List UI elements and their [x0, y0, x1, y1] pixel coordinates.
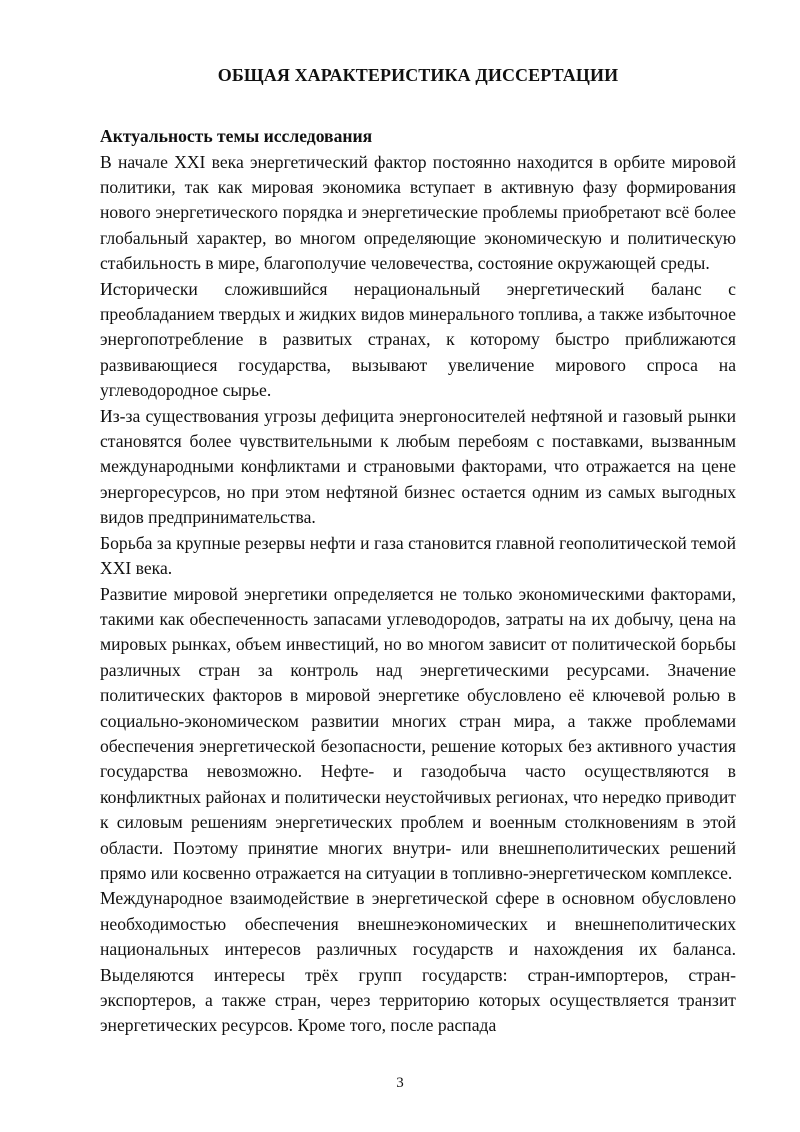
document-title: ОБЩАЯ ХАРАКТЕРИСТИКА ДИССЕРТАЦИИ — [217, 65, 619, 85]
paragraph-2: Исторически сложившийся нерациональный энергетический баланс с преобладанием твердых и жидких видов минерального топлива, а также избыточное энергопотребление в развитых странах, к которому быстро приближаются развивающиеся государства, вызывают увеличение мирового спроса на углеводородное сырье. — [100, 278, 736, 401]
paragraph-1: В начале XXI века энергетический фактор постоянно находится в орбите мировой политики, так как мировая экономика вступает в активную фазу формирования нового энергетического порядка и энергетические проблемы приобретают всё более глобальный характер, во многом определяющие экономическую и политическую стабильность в мире, благополучие человечества, состояние окружающей среды. — [100, 151, 736, 274]
page-number: 3 — [396, 1075, 404, 1091]
section-heading: Актуальность темы исследования — [100, 126, 373, 146]
paragraph-5: Развитие мировой энергетики определяется не только экономическими факторами, такими как обеспеченность запасами углеводородов, затраты на их добычу, цена на мировых рынках, объем инвестиций, но во многом зависит от политической борьбы различных стран за контроль над энергетическими ресурсами. Значение политических факторов в мировой энергетике обусловлено её ключевой ролью в социально-экономическом развитии многих стран мира, а также проблемами обеспечения энергетической безопасности, решение которых без активного участия государства невозможно. Нефте- и газодобыча часто осуществляются в конфликтных районах и политически неустойчивых регионах, что нередко приводит к силовым решениям энергетических проблем и военным столкновениям в этой области. Поэтому принятие многих внутри- или внешнеполитических решений прямо или косвенно отражается на ситуации в топливно-энергетическом комплексе. — [100, 583, 736, 883]
paragraph-6: Международное взаимодействие в энергетической сфере в основном обусловлено необходимостью обеспечения внешнеэкономических и внешнеполитических национальных интересов различных государств и нахождения их баланса. Выделяются интересы трёх групп государств: стран-импортеров, стран-экспортеров, а также стран, через территорию которых осуществляется транзит энергетических ресурсов. Кроме того, после распада — [100, 888, 736, 1036]
paragraph-3: Из-за существования угрозы дефицита энергоносителей нефтяной и газовый рынки становятся более чувствительными к любым перебоям с поставками, вызванным международными конфликтами и страновыми факторами, что отражается на цене энергоресурсов, но при этом нефтяной бизнес остается одним из самых выгодных видов предпринимательства. — [100, 405, 736, 528]
paragraph-4: Борьба за крупные резервы нефти и газа становится главной геополитической темой XXI века. — [100, 532, 736, 579]
